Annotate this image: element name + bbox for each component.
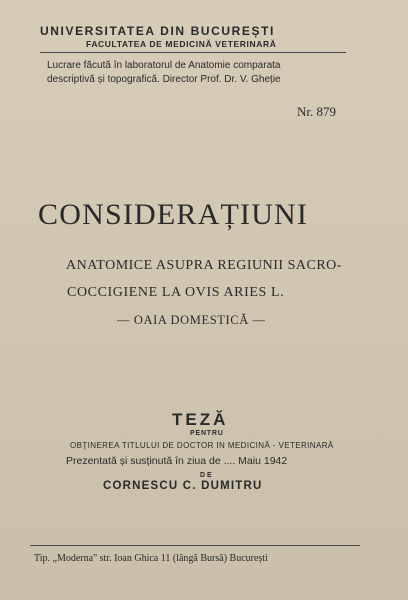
thesis-presented: Prezentată și susținută în ziua de .... Maiu 1942 (66, 455, 288, 467)
author-name: CORNESCU C. DUMITRU (103, 480, 263, 492)
thesis-purpose: OBȚINEREA TITLULUI DE DOCTOR IN MEDICINĂ - VETERINARĂ (70, 441, 334, 450)
subtitle-line-1: ANATOMICE ASUPRA REGIUNII SACRO- (66, 258, 342, 273)
lab-note-line-2: descriptivă și topografică. Director Prof. Dr. V. Gheție (47, 74, 281, 85)
main-title: CONSIDERAȚIUNI (38, 198, 309, 231)
subtitle-line-2: COCCIGIENE LA OVIS ARIES L. (67, 285, 285, 300)
header-divider (40, 52, 346, 53)
document-number: Nr. 879 (297, 104, 336, 119)
thesis-heading: TEZĂ (172, 410, 229, 429)
subtitle-line-3: — OAIA DOMESTICĂ — (117, 313, 266, 327)
printer-line: Tip. „Moderna" str. Ioan Ghica 11 (lângă Bursă) București (34, 553, 268, 564)
faculty-name: FACULTATEA DE MEDICINĂ VETERINARĂ (86, 39, 277, 49)
footer-divider (30, 545, 360, 546)
university-name: UNIVERSITATEA DIN BUCUREȘTI (40, 24, 275, 38)
lab-note-line-1: Lucrare făcută în laboratorul de Anatomie comparata (47, 60, 281, 71)
thesis-pentru: PENTRU (190, 430, 224, 437)
thesis-de: DE (200, 472, 214, 479)
